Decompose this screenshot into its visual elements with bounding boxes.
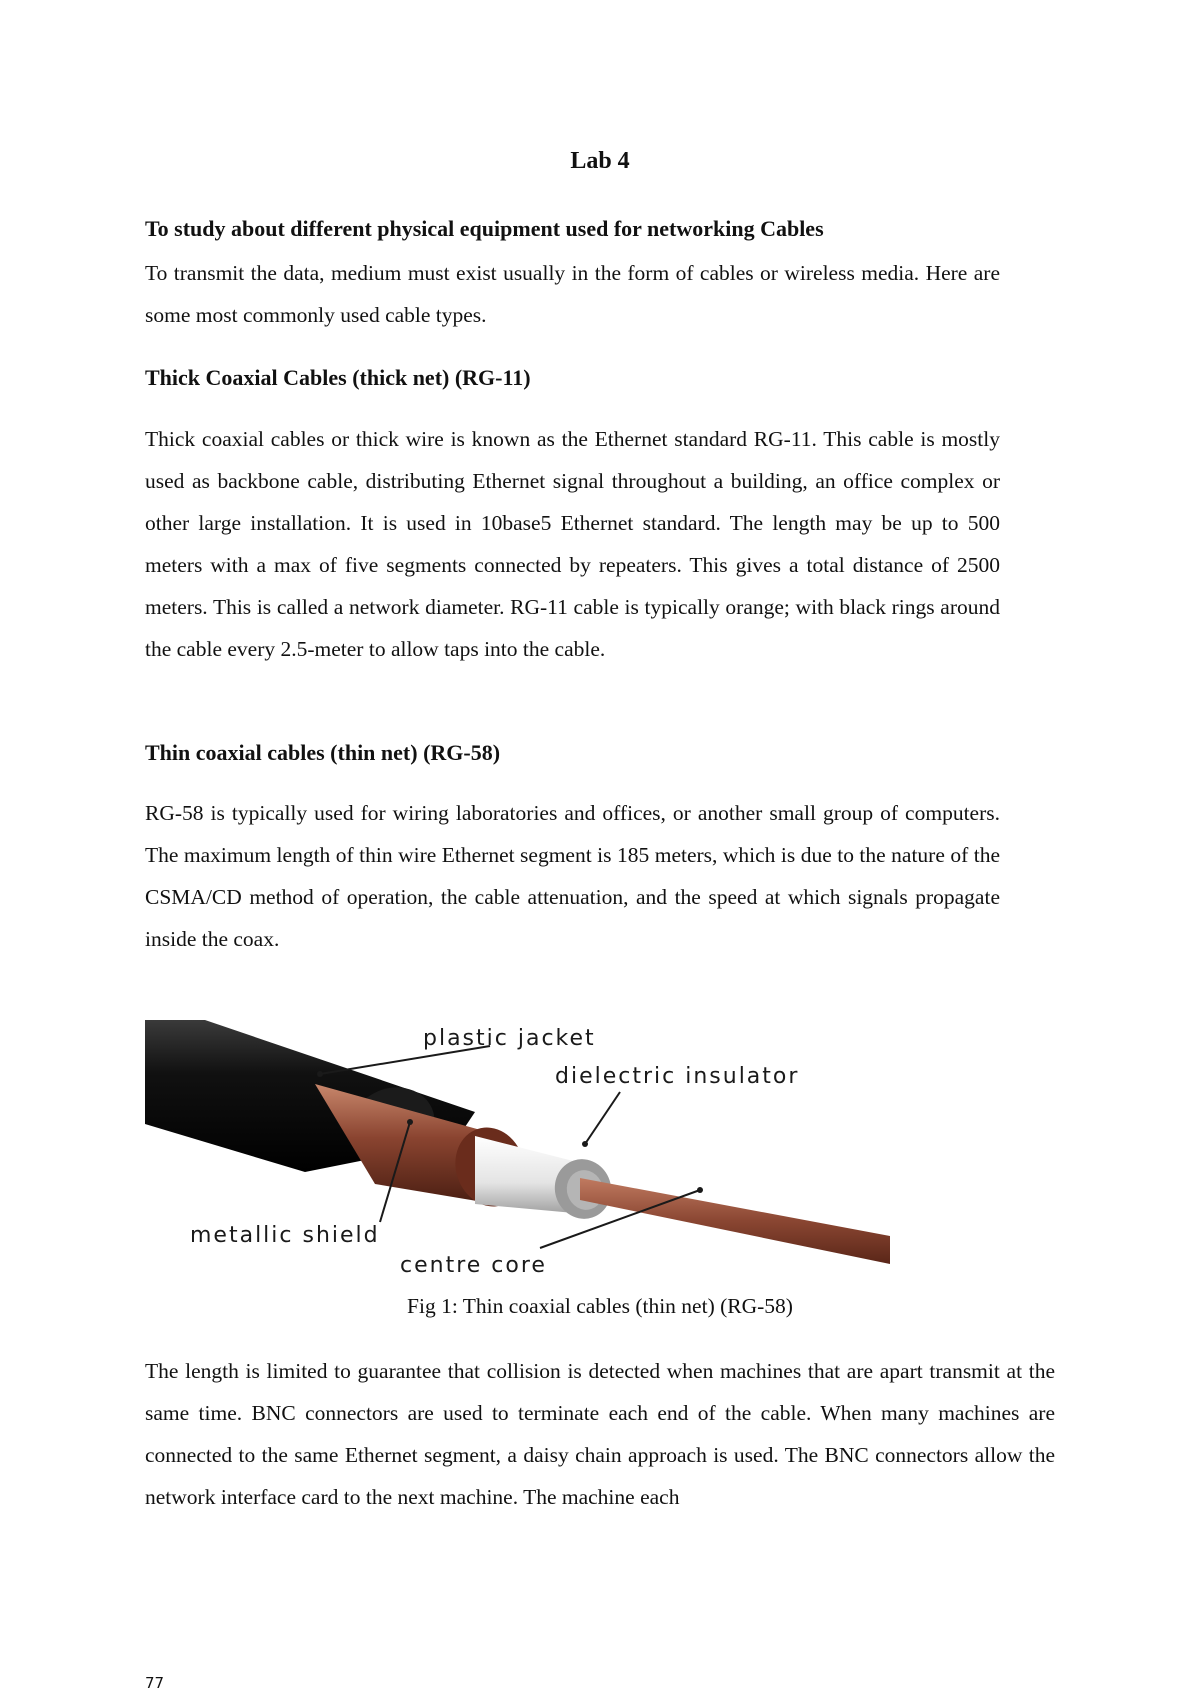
centre-core-shape bbox=[580, 1178, 890, 1264]
figure-caption: Fig 1: Thin coaxial cables (thin net) (RG-58) bbox=[407, 1294, 793, 1318]
dielectric-insulator-shape bbox=[475, 1136, 619, 1226]
label-dielectric-insulator: dielectric insulator bbox=[555, 1064, 800, 1089]
label-centre-core: centre core bbox=[400, 1253, 547, 1276]
thin-coax-paragraph: RG-58 is typically used for wiring laboratories and offices, or another small group of computers. The maximum length of thin wire Ethernet segment is 185 meters, which is due to the nature of the CSMA/CD method of operation, the cable attenuation, and the speed at which signals propagate inside the coax. bbox=[145, 801, 1000, 951]
intro-paragraph: To transmit the data, medium must exist usually in the form of cables or wireless media. Here are some most commonly used cable types. bbox=[145, 261, 1000, 327]
label-plastic-jacket: plastic jacket bbox=[423, 1026, 596, 1051]
label-metallic-shield: metallic shield bbox=[190, 1223, 380, 1248]
coax-cable-figure bbox=[145, 1014, 895, 1276]
page-number: 77 bbox=[145, 1674, 165, 1692]
thick-coax-paragraph: Thick coaxial cables or thick wire is known as the Ethernet standard RG-11. This cable is mostly used as backbone cable, distributing Ethernet signal throughout a building, an office complex or other large installation. It is used in 10base5 Ethernet standard. The length may be up to 500 meters with a max of five segments connected by repeaters. This gives a total distance of 2500 meters. This is called a network diameter. RG-11 cable is typically orange; with black rings around the cable every 2.5-meter to allow taps into the cable. bbox=[145, 427, 1000, 661]
thin-coax-heading: Thin coaxial cables (thin net) (RG-58) bbox=[145, 740, 501, 765]
objective-heading: To study about different physical equipment used for networking Cables bbox=[145, 216, 824, 241]
final-paragraph: The length is limited to guarantee that collision is detected when machines that are apart transmit at the same time. BNC connectors are used to terminate each end of the cable. When many machines are connected to the same Ethernet segment, a daisy chain approach is used. The BNC connectors allow the network interface card to the next machine. The machine each bbox=[145, 1359, 1055, 1509]
thick-coax-heading: Thick Coaxial Cables (thick net) (RG-11) bbox=[145, 365, 531, 390]
page-title: Lab 4 bbox=[570, 148, 630, 174]
